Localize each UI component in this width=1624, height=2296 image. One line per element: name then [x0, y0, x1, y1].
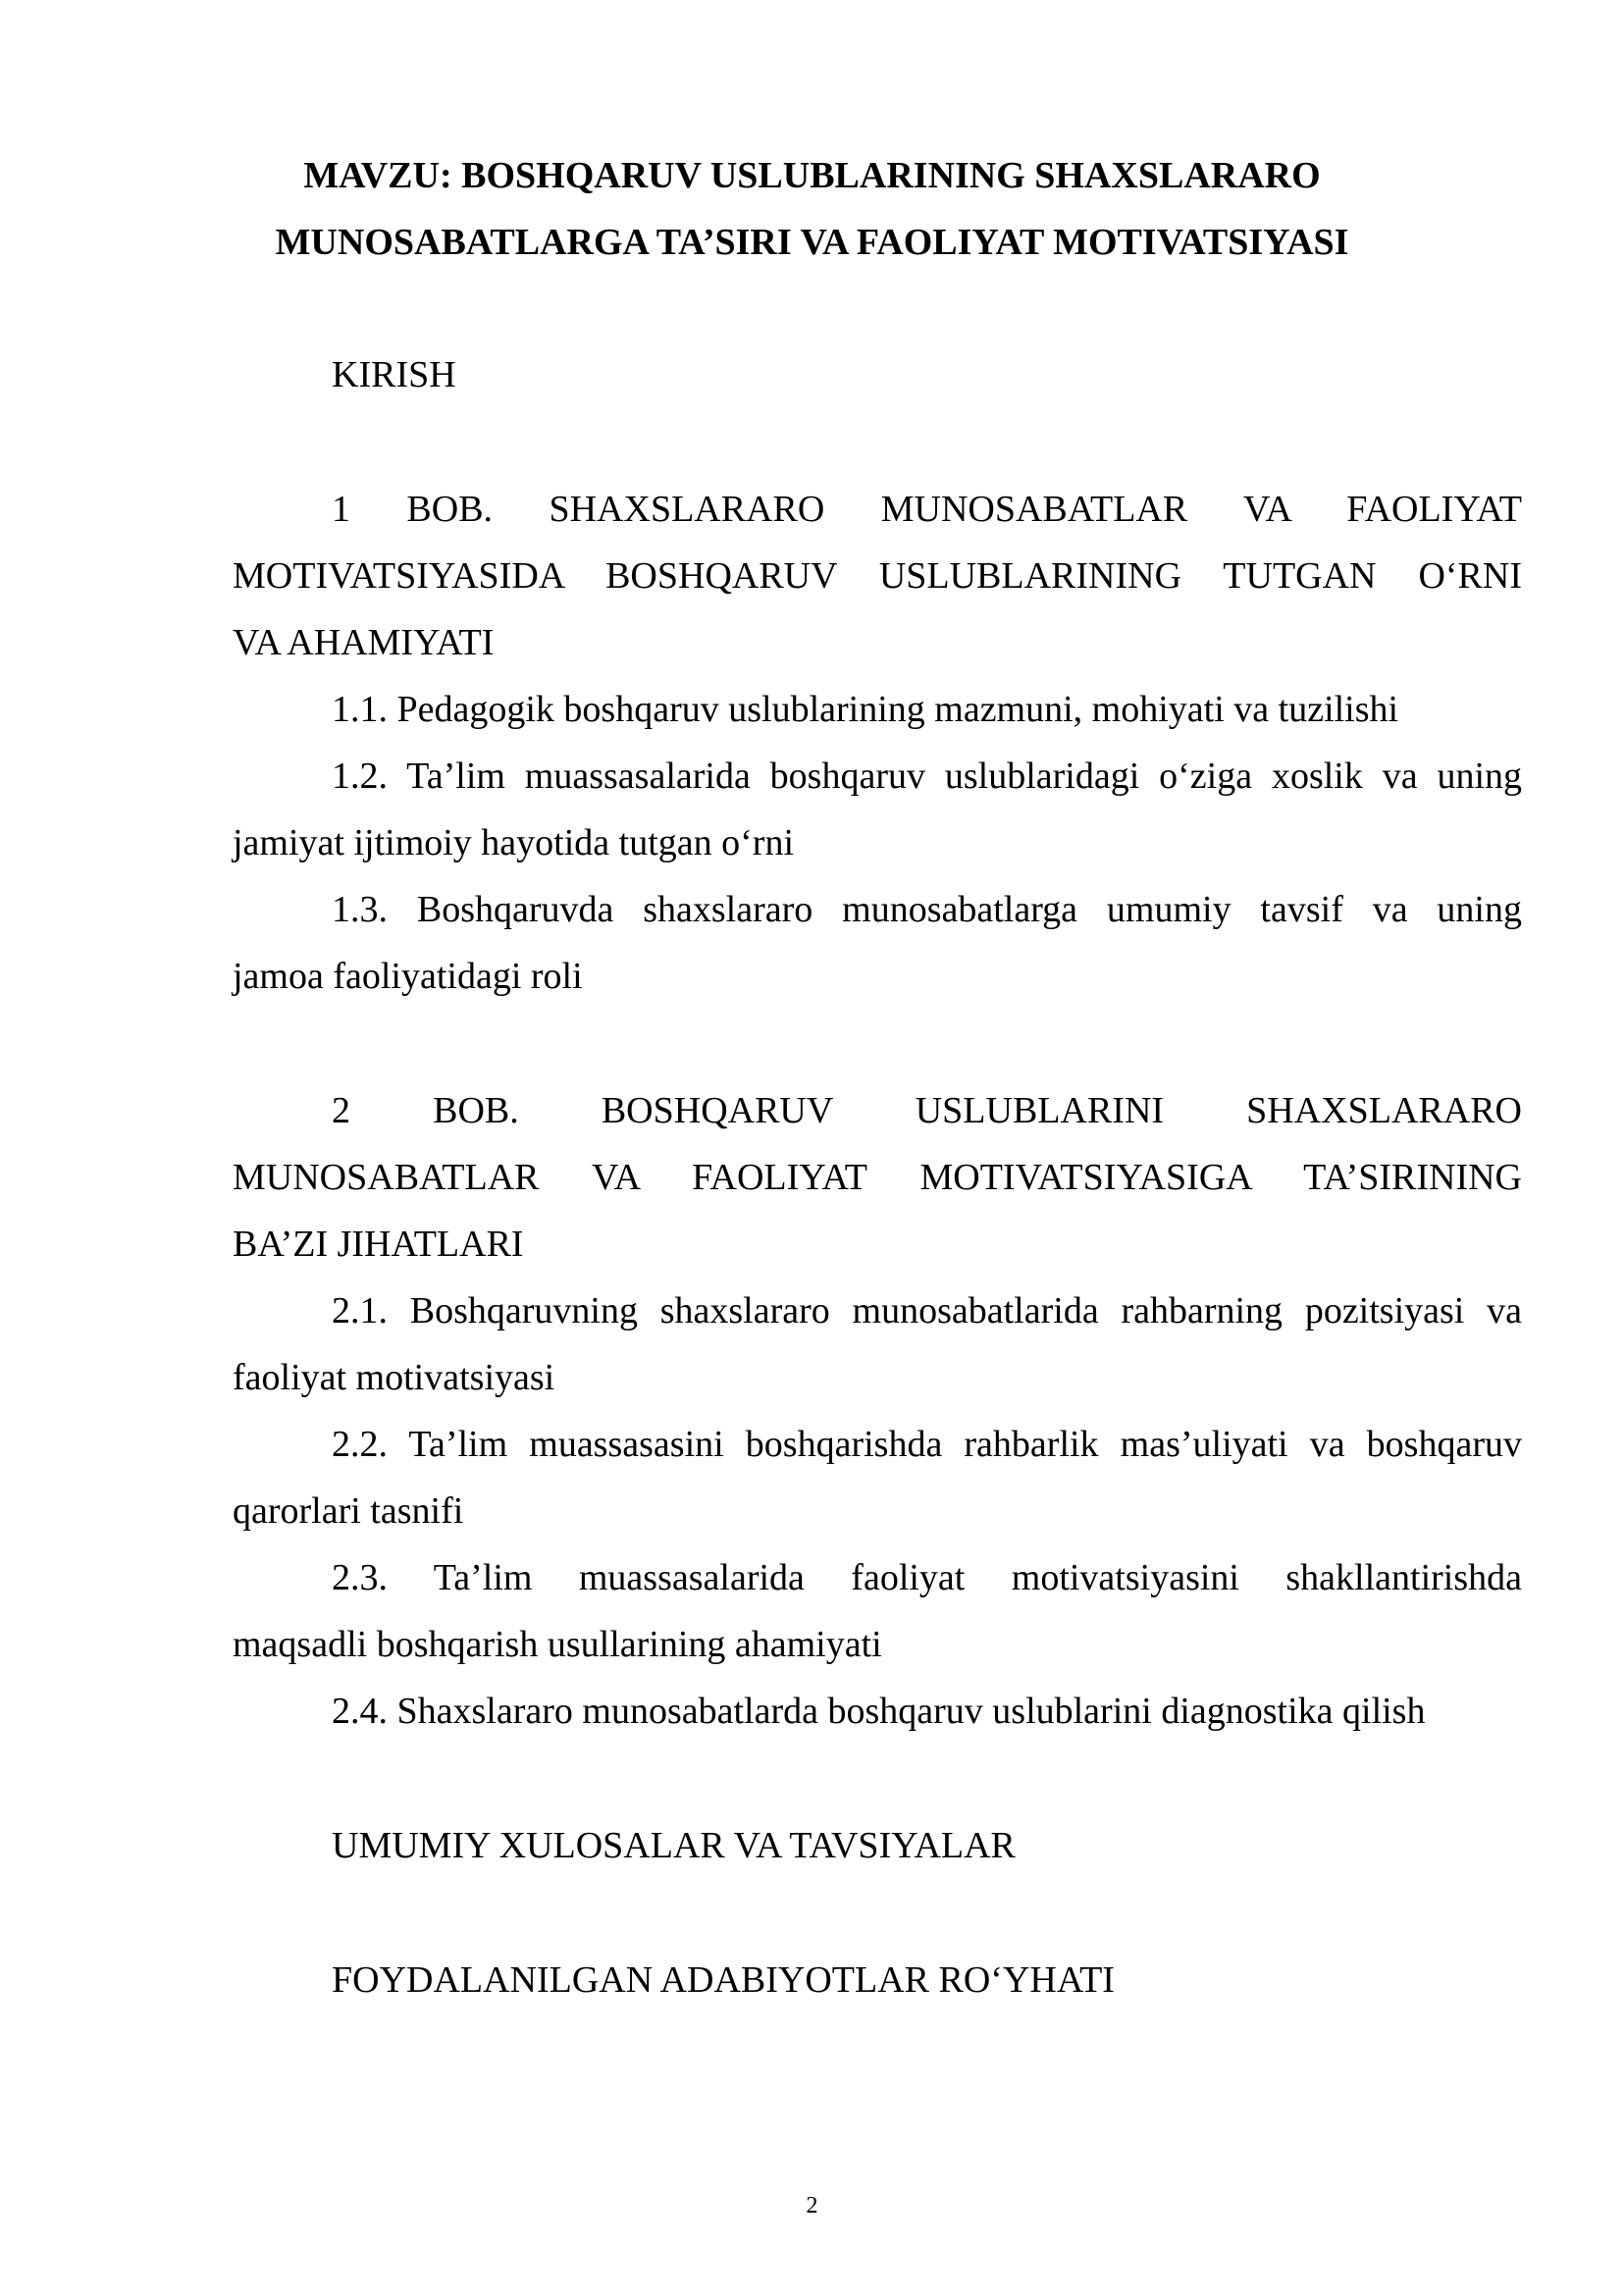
chapter-2-heading-line-1: 2 BOB. BOSHQARUV USLUBLARINI SHAXSLARARO	[332, 1090, 1522, 1131]
toc-item-2-2-line-1: 2.2. Ta’lim muassasasini boshqarishda rahbarlik mas’uliyati va boshqaruv	[332, 1424, 1522, 1465]
toc-item-2-3-line-1: 2.3. Ta’lim muassasalarida faoliyat motivatsiyasini shakllantirishda	[332, 1557, 1522, 1598]
toc-intro	[233, 341, 1522, 408]
toc-item-2-1-line-1: 2.1. Boshqaruvning shaxslararo munosabatlarida rahbarning pozitsiyasi va	[332, 1290, 1522, 1331]
toc-item-1-3-line-2: jamoa faoliyatidagi roli	[233, 956, 583, 997]
chapter-2-heading-line-3: BA’ZI JIHATLARI	[233, 1224, 524, 1265]
toc-references-label: FOYDALANILGAN ADABIYOTLAR RO‘YHATI	[332, 1959, 1115, 2001]
toc-item-2-4: 2.4. Shaxslararo munosabatlarda boshqaruv uslublarini diagnostika qilish	[332, 1691, 1426, 1732]
toc-item-2-1-line-2: faoliyat motivatsiyasi	[233, 1357, 555, 1398]
document-title	[233, 142, 1391, 276]
toc-chapter-2	[233, 1077, 1522, 1745]
toc-conclusion	[233, 1812, 1522, 1879]
toc-conclusion-label: UMUMIY XULOSALAR VA TAVSIYALAR	[332, 1825, 1016, 1866]
toc-item-2-2-line-2: qarorlari tasnifi	[233, 1490, 464, 1532]
toc-item-1-2-line-1: 1.2. Ta’lim muassasalarida boshqaruv uslublaridagi o‘ziga xoslik va uning	[332, 756, 1522, 797]
toc-item-1-2-line-2: jamiyat ijtimoiy hayotida tutgan o‘rni	[233, 822, 795, 863]
chapter-1-heading-line-1: 1 BOB. SHAXSLARARO MUNOSABATLAR VA FAOLIYAT	[332, 489, 1522, 530]
toc-item-1-3-line-1: 1.3. Boshqaruvda shaxslararo munosabatlarga umumiy tavsif va uning	[332, 889, 1522, 930]
toc-references	[233, 1947, 1522, 2013]
chapter-2-heading-line-2: MUNOSABATLAR VA FAOLIYAT MOTIVATSIYASIGA TA’SIRINING	[233, 1157, 1522, 1198]
chapter-1-heading-line-3: VA AHAMIYATI	[233, 622, 495, 663]
toc-chapter-1	[233, 476, 1522, 1010]
chapter-1-heading-line-2: MOTIVATSIYASIDA BOSHQARUV USLUBLARINING TUTGAN O‘RNI	[233, 555, 1522, 597]
title-line-2: MUNOSABATLARGA TA’SIRI VA FAOLIYAT MOTIVATSIYASI	[275, 222, 1349, 263]
toc-item-1-1: 1.1. Pedagogik boshqaruv uslublarining mazmuni, mohiyati va tuzilishi	[332, 689, 1399, 730]
title-line-1: MAVZU: BOSHQARUV USLUBLARINING SHAXSLARARO	[303, 155, 1321, 196]
page-number: 2	[806, 2193, 818, 2218]
toc-intro-label: KIRISH	[332, 354, 456, 395]
toc-item-2-3-line-2: maqsadli boshqarish usullarining ahamiyati	[233, 1624, 882, 1665]
